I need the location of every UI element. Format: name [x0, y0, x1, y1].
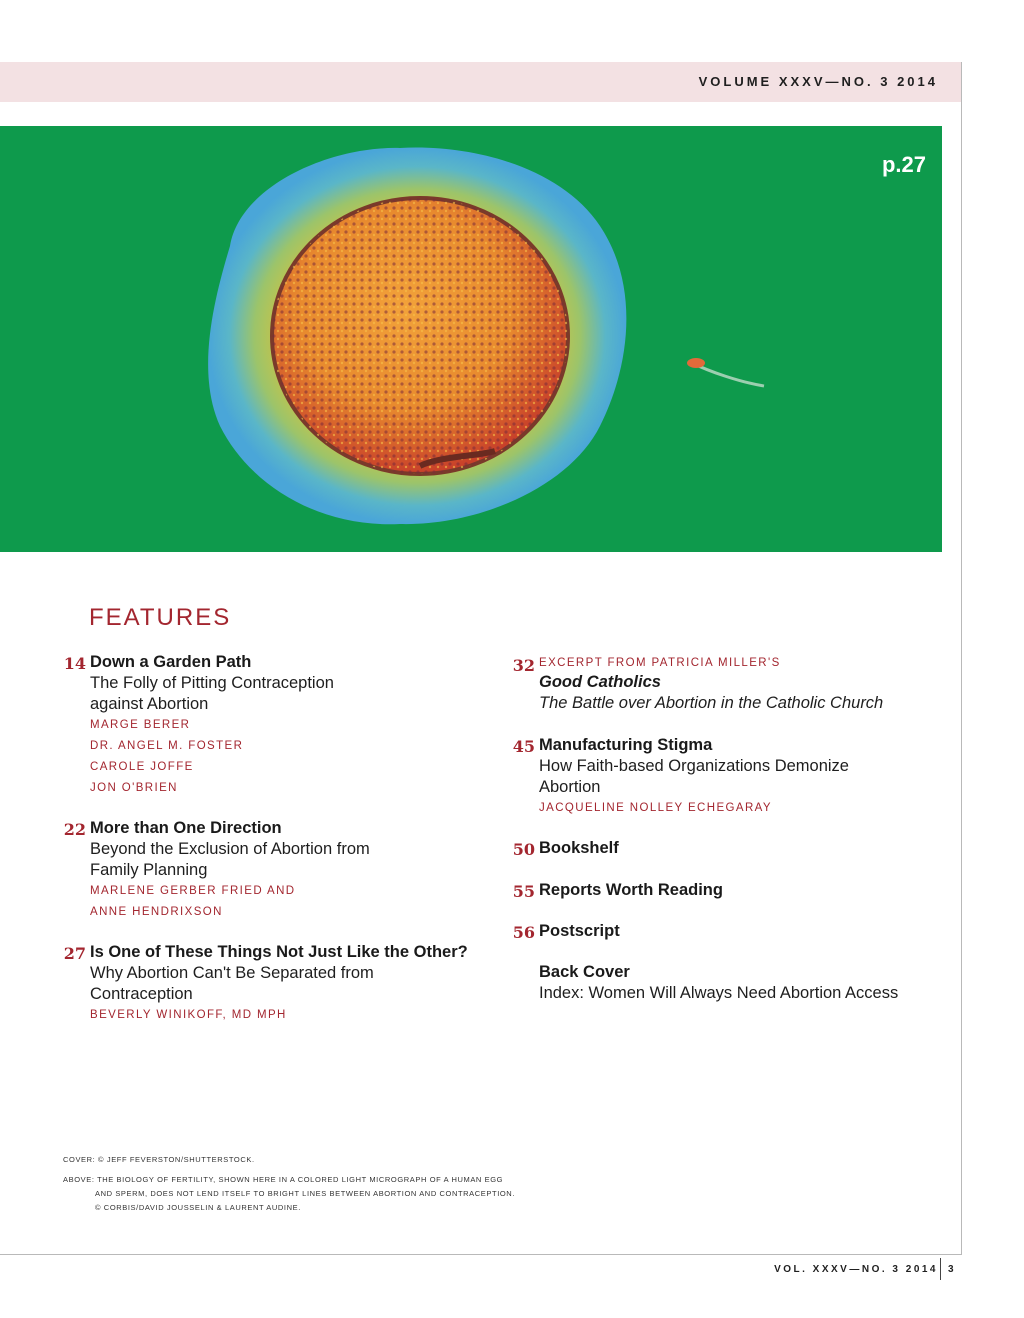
volume-header: VOLUME XXXV—NO. 3 2014: [698, 74, 938, 89]
page-number: 55: [512, 882, 535, 901]
author: MARGE BERER: [90, 719, 191, 731]
article-title: Bookshelf: [539, 839, 619, 857]
hero-image: [0, 126, 942, 552]
article-title: Postscript: [539, 922, 620, 940]
feature-entry-56[interactable]: [511, 921, 931, 942]
footer-volume: VOL. XXXV—NO. 3 2014: [774, 1264, 938, 1275]
page-number: 50: [512, 840, 535, 859]
page-number: 56: [512, 923, 535, 942]
footer-separator: [940, 1258, 941, 1280]
page-number-footer: 3: [948, 1264, 954, 1275]
right-rule: [961, 62, 962, 1254]
article-title: Reports Worth Reading: [539, 881, 723, 899]
article-title: Back Cover: [539, 963, 630, 981]
book-subtitle: The Battle over Abortion in the Catholic Church: [539, 694, 884, 712]
excerpt-kicker: EXCERPT FROM PATRICIA MILLER'S: [539, 657, 781, 669]
book-title: Good Catholics: [539, 673, 661, 691]
page-number: 32: [512, 656, 535, 675]
author: BEVERLY WINIKOFF, MD MPH: [90, 1009, 287, 1021]
page-reference: p.27: [881, 152, 926, 177]
feature-entry-14[interactable]: [62, 652, 442, 799]
page-number: 22: [63, 820, 86, 839]
feature-entry-32[interactable]: [511, 654, 931, 714]
page-number: 14: [63, 654, 86, 673]
feature-entry-50[interactable]: [511, 838, 931, 859]
egg-micrograph-illustration: [0, 126, 942, 552]
feature-entry-55[interactable]: [511, 880, 931, 901]
article-subtitle: Beyond the Exclusion of Abortion from Family Planning: [90, 840, 370, 879]
features-heading: FEATURES: [89, 604, 232, 631]
author: JACQUELINE NOLLEY ECHEGARAY: [539, 802, 772, 814]
image-credit: © CORBIS/DAVID JOUSSELIN & LAURENT AUDINE.: [95, 1203, 301, 1212]
article-subtitle: The Folly of Pitting Contraception against Abortion: [90, 674, 334, 713]
image-caption-line-1: ABOVE: THE BIOLOGY OF FERTILITY, SHOWN HERE IN A COLORED LIGHT MICROGRAPH OF A HUMAN EGG: [63, 1175, 504, 1184]
article-title: Is One of These Things Not Just Like the Other?: [90, 943, 468, 961]
article-title: More than One Direction: [90, 819, 282, 837]
page-number: 27: [63, 944, 86, 963]
author: ANNE HENDRIXSON: [90, 906, 223, 918]
image-caption-line-2: AND SPERM, DOES NOT LEND ITSELF TO BRIGHT LINES BETWEEN ABORTION AND CONTRACEPTION.: [95, 1189, 516, 1198]
article-title: Manufacturing Stigma: [539, 736, 713, 754]
author: CAROLE JOFFE: [90, 761, 194, 773]
footer-rule: [0, 1254, 962, 1255]
feature-entry-27[interactable]: [62, 942, 482, 1026]
feature-entry-22[interactable]: [62, 818, 442, 923]
page-number: 45: [512, 737, 535, 756]
article-subtitle: How Faith-based Organizations Demonize Abortion: [539, 757, 849, 796]
author: DR. ANGEL M. FOSTER: [90, 740, 244, 752]
cover-credit: COVER: © JEFF FEVERSTON/SHUTTERSTOCK.: [63, 1155, 255, 1164]
author: MARLENE GERBER FRIED AND: [90, 885, 296, 897]
article-subtitle: Why Abortion Can't Be Separated from Contraception: [90, 964, 374, 1003]
article-subtitle: Index: Women Will Always Need Abortion Access: [539, 984, 899, 1002]
feature-entry-45[interactable]: [511, 735, 931, 819]
article-title: Down a Garden Path: [90, 653, 252, 671]
feature-entry-back-cover[interactable]: [511, 962, 931, 1004]
author: JON O'BRIEN: [90, 782, 178, 794]
